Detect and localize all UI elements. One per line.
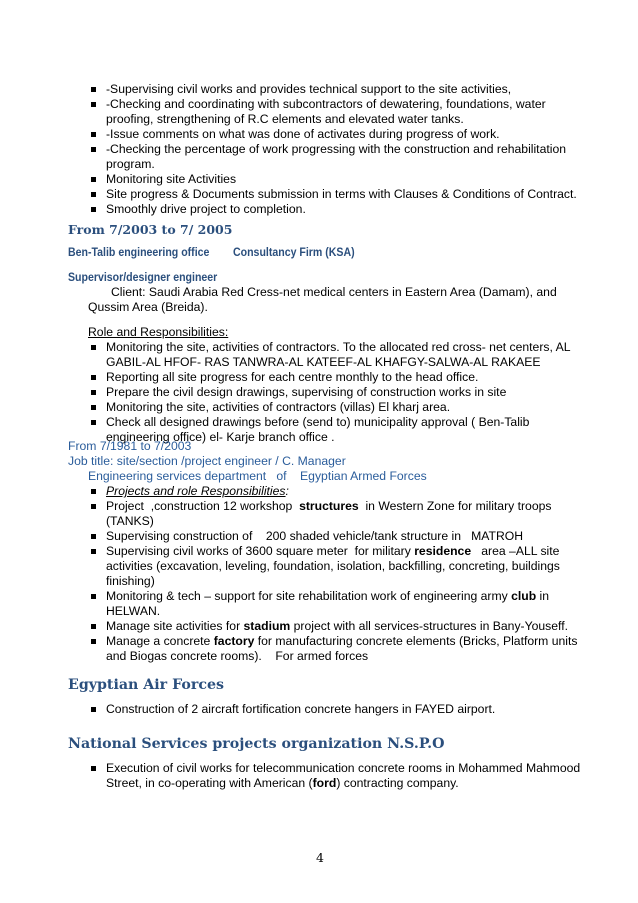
section-title-air-forces: Egyptian Air Forces: [68, 677, 224, 693]
responsibilities-heading: Role and Responsibilities:: [88, 325, 229, 339]
bullet-marker: [91, 405, 96, 410]
page-number: 4: [316, 850, 324, 865]
list-item: [106, 589, 549, 604]
list-item: Monitoring site Activities: [106, 172, 237, 186]
text-run: project with all services-structures in Bany-Youseff.: [290, 619, 568, 633]
projects-heading-text: Projects and role Responsibilities: [106, 484, 286, 498]
list-item: -Checking and coordinating with subcontractors of dewatering, foundations, water: [106, 97, 546, 111]
bullet-marker: [91, 549, 96, 554]
list-item: Smoothly drive project to completion.: [106, 202, 306, 216]
client-text: Client: Saudi Arabia Red Cress-net medical centers in Eastern Area (Damam), and: [111, 285, 557, 299]
text-run: area –ALL site: [471, 544, 560, 558]
list-item-continuation: and Biogas concrete rooms). For armed forces: [106, 649, 369, 663]
bullet-marker: [91, 594, 96, 599]
bold-term: stadium: [243, 619, 291, 633]
bullet-marker: [91, 207, 96, 212]
bullet-marker: [91, 766, 96, 771]
text-run: in Western Zone for military troops: [358, 499, 552, 513]
list-item: Monitoring the site, activities of contractors (villas) El kharj area.: [106, 400, 451, 414]
bullet-marker: [91, 375, 96, 380]
bullet-marker: [91, 390, 96, 395]
bullet-marker: [91, 177, 96, 182]
list-item: [106, 544, 559, 559]
bold-term: factory: [213, 634, 255, 648]
list-item-continuation: [106, 776, 459, 791]
bullet-marker: [91, 102, 96, 107]
company-name: Ben-Talib engineering office: [68, 245, 210, 259]
bullet-marker: [91, 420, 96, 425]
text-run: Manage a concrete: [106, 634, 214, 648]
list-item-continuation: HELWAN.: [106, 604, 161, 618]
projects-heading-colon: :: [285, 484, 289, 498]
list-item-continuation: finishing): [106, 574, 155, 588]
bullet-marker: [91, 534, 96, 539]
bullet-marker: [91, 192, 96, 197]
list-item: Site progress & Documents submission in terms with Clauses & Conditions of Contract.: [106, 187, 577, 201]
text-run: Street, in co-operating with American (: [106, 776, 313, 790]
list-item: Check all designed drawings before (send to) municipality approval ( Ben-Talib: [106, 415, 530, 429]
list-item: Construction of 2 aircraft fortification concrete hangers in FAYED airport.: [106, 702, 496, 716]
list-item: Monitoring the site, activities of contractors. To the allocated red cross- net centers, AL: [106, 340, 571, 354]
section-title-nspo: National Services projects organization N.S.P.O: [68, 736, 445, 752]
projects-heading: [106, 484, 289, 499]
bullet-marker: [91, 87, 96, 92]
bullet-marker: [91, 345, 96, 350]
list-item-continuation: program.: [106, 157, 155, 171]
text-run: for manufacturing concrete elements (Bricks, Platform units: [254, 634, 578, 648]
list-item: -Checking the percentage of work progressing with the construction and rehabilitation: [106, 142, 567, 156]
list-item: Reporting all site progress for each centre monthly to the head office.: [106, 370, 479, 384]
text-run: in: [536, 589, 550, 603]
list-item: [106, 499, 551, 514]
bold-term: structures: [299, 499, 359, 513]
list-item: Prepare the civil design drawings, supervising of construction works in site: [106, 385, 507, 399]
list-item: [106, 634, 577, 649]
list-item: Supervising construction of 200 shaded vehicle/tank structure in MATROH: [106, 529, 524, 543]
period-heading: From 7/2003 to 7/ 2005: [68, 222, 233, 237]
list-item-continuation: GABIL-AL HFOF- RAS TANWRA-AL KATEEF-AL KHAFGY-SALWA-AL RAKAEE: [106, 355, 541, 369]
list-item-continuation: engineering office) el- Karje branch office .: [106, 430, 335, 444]
list-item-continuation: activities (excavation, leveling, foundation, isolation, backfilling, concreting, buildings: [106, 559, 560, 573]
list-item: -Issue comments on what was done of activates during progress of work.: [106, 127, 500, 141]
bold-term: ford: [312, 776, 337, 790]
bullet-marker: [91, 489, 96, 494]
text-run: Monitoring & tech – support for site rehabilitation work of engineering army: [106, 589, 512, 603]
bullet-marker: [91, 147, 96, 152]
text-run: Project ,construction 12 workshop: [106, 499, 300, 513]
list-item: -Supervising civil works and provides technical support to the site activities,: [106, 82, 512, 96]
text-run: Supervising civil works of 3600 square meter for military: [106, 544, 415, 558]
list-item-continuation: proofing, strengthening of R.C elements and elevated water tanks.: [106, 112, 464, 126]
firm-name: Consultancy Firm (KSA): [233, 245, 355, 259]
period-line: From 7/1981 to 7/2003: [68, 439, 192, 453]
list-item: Execution of civil works for telecommunication concrete rooms in Mohammed Mahmood: [106, 761, 581, 775]
bullet-marker: [91, 132, 96, 137]
bullet-marker: [91, 504, 96, 509]
bold-term: residence: [414, 544, 472, 558]
client-text-continuation: Qussim Area (Breida).: [88, 300, 208, 314]
text-run: ) contracting company.: [336, 776, 459, 790]
list-item: [106, 619, 568, 634]
job-title: Job title: site/section /project engineer / C. Manager: [68, 454, 346, 468]
list-item-continuation: (TANKS): [106, 514, 154, 528]
text-run: Manage site activities for: [106, 619, 244, 633]
bullet-marker: [91, 707, 96, 712]
department-line: Engineering services department of Egyptian Armed Forces: [88, 469, 427, 483]
bullet-marker: [91, 639, 96, 644]
role-title: Supervisor/designer engineer: [68, 270, 218, 284]
bold-term: club: [511, 589, 537, 603]
bullet-marker: [91, 624, 96, 629]
